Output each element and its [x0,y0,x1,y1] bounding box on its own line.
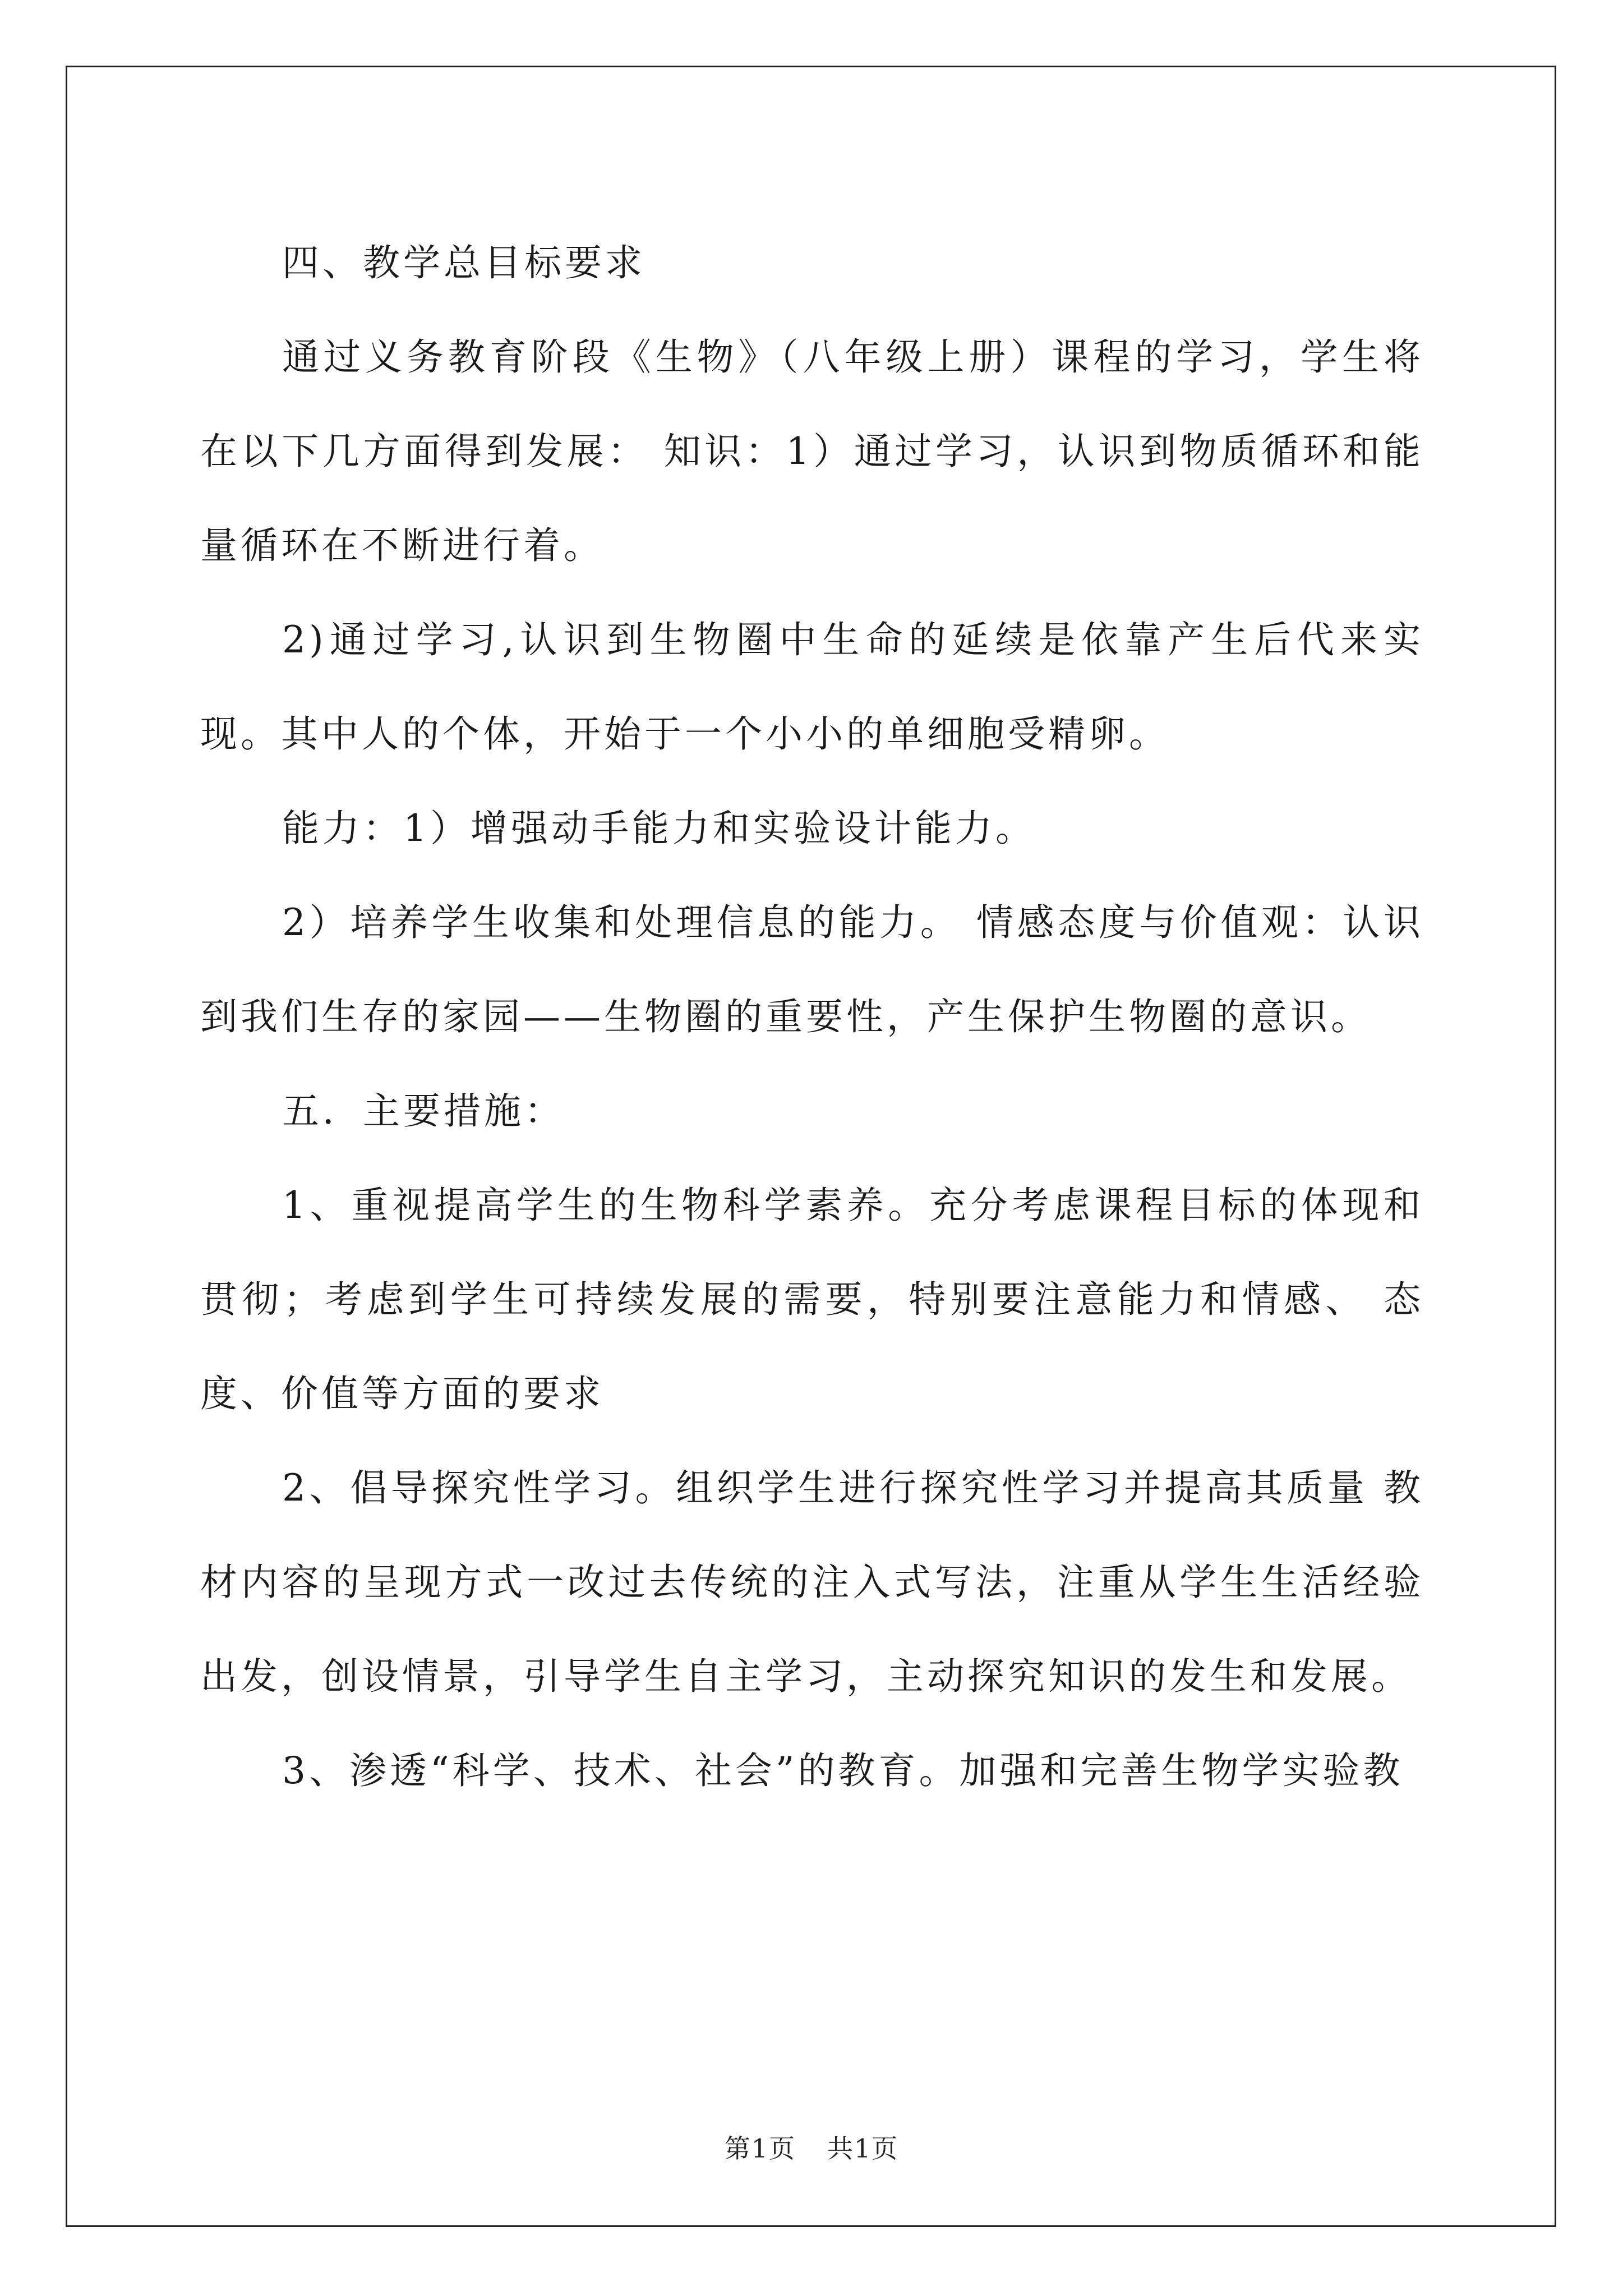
paragraph-measure-2: 2、倡导探究性学习。组织学生进行探究性学习并提高其质量 教材内容的呈现方式一改过去传统的注入式写法，注重从学生生活经验出发，创设情景，引导学生自主学习，主动探究知识的发生和发展。 [200,1466,1424,1698]
document-body [200,216,1424,1818]
page-number-total: 共1页 [827,2133,899,2164]
paragraph-ability: 能力：1）增强动手能力和实验设计能力。 [282,807,1036,850]
page-footer [0,2132,1623,2165]
heading-teaching-goals: 四、教学总目标要求 [282,241,645,284]
heading-main-measures: 五．主要措施： [282,1089,565,1133]
paragraph-knowledge: 通过义务教育阶段《生物》（八年级上册）课程的学习，学生将在以下几方面得到发展： 知识：1）通过学习，认识到物质循环和能量循环在不断进行着。 [200,335,1424,567]
paragraph-measure-3: 3、渗透“科学、技术、社会”的教育。加强和完善生物学实验教 [282,1749,1404,1792]
paragraph-knowledge-2: 2)通过学习,认识到生物圈中生命的延续是依靠产生后代来实现。其中人的个体，开始于一个小小的单细胞受精卵。 [200,618,1424,756]
page-number-current: 第1页 [724,2133,796,2164]
paragraph-measure-1: 1、重视提高学生的生物科学素养。充分考虑课程目标的体现和贯彻；考虑到学生可持续发展的需要，特别要注意能力和情感、 态度、价值等方面的要求 [200,1184,1424,1415]
paragraph-attitude-values: 2）培养学生收集和处理信息的能力。 情感态度与价值观：认识到我们生存的家园——生物圈的重要性，产生保护生物圈的意识。 [200,901,1424,1038]
